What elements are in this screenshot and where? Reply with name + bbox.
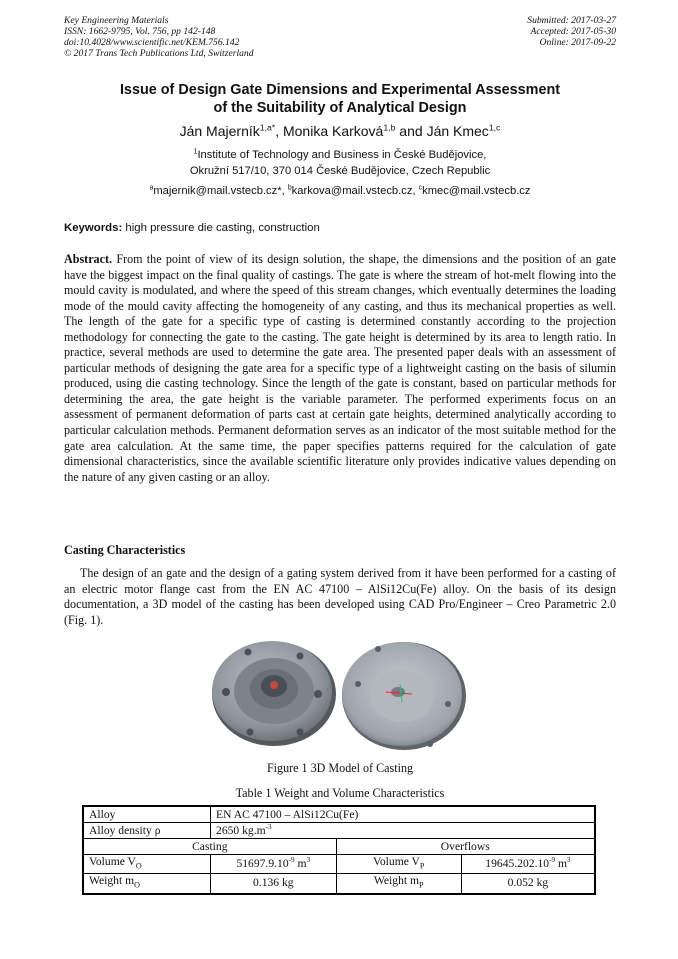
- volume-exponent: -9: [549, 856, 556, 865]
- overflow-volume-label: [336, 855, 461, 874]
- table-row: [83, 806, 595, 823]
- accepted-date: Accepted: 2017-05-30: [530, 26, 616, 37]
- table-row: [83, 874, 595, 894]
- density-exponent: -3: [265, 822, 272, 831]
- weight-subscript: P: [419, 880, 424, 890]
- affiliation: [64, 147, 616, 179]
- alloy-value: EN AC 47100 – AlSi12Cu(Fe): [211, 806, 595, 823]
- volume-label-text: Volume V: [373, 855, 420, 868]
- casting-view-right: [342, 642, 466, 750]
- volume-label-text: Volume V: [89, 855, 136, 868]
- volume-unit-exponent: 3: [566, 856, 571, 865]
- email-address[interactable]: karkova@mail.vstecb.cz,: [291, 185, 419, 197]
- volume-unit-exponent: 3: [306, 856, 311, 865]
- author-separator: ,: [275, 123, 283, 139]
- email-mark: a: [149, 184, 154, 192]
- abstract-label: Abstract.: [64, 252, 113, 266]
- alloy-label: Alloy: [83, 806, 211, 823]
- dates-header: [527, 15, 616, 48]
- affil-mark: 1: [193, 148, 198, 156]
- email-mark: b: [287, 184, 292, 192]
- volume-subscript: O: [135, 861, 142, 871]
- table-row: [83, 839, 595, 855]
- volume-exponent: -9: [288, 856, 295, 865]
- weight-volume-table: [82, 805, 596, 895]
- email-mark: c: [418, 184, 423, 192]
- issn: ISSN: 1662-9795, Vol. 756, pp 142-148: [64, 26, 216, 37]
- casting-3d-model-figure: [208, 634, 470, 752]
- table-row: [83, 855, 595, 874]
- table-caption: Table 1 Weight and Volume Characteristics: [235, 786, 445, 800]
- title-line-1: Issue of Design Gate Dimensions and Experimental Assessment: [119, 82, 561, 98]
- affil-line-1: Institute of Technology and Business in České Budějovice,: [197, 149, 487, 161]
- keywords-label: Keywords:: [64, 222, 123, 234]
- author-name: Ján Majerník: [179, 123, 260, 139]
- doi: doi:10.4028/www.scientific.net/KEM.756.142: [64, 37, 240, 48]
- author-separator: and: [395, 123, 427, 139]
- density-value: [211, 823, 595, 839]
- author-affil-mark: 1,c: [488, 122, 501, 133]
- casting-volume-value: [211, 855, 337, 874]
- section-heading: Casting Characteristics: [64, 543, 186, 557]
- weight-label-text: Weight m: [89, 874, 135, 888]
- volume-subscript: P: [419, 861, 425, 871]
- weight-subscript: O: [134, 880, 140, 890]
- table-row: [83, 823, 595, 839]
- density-number: 2650 kg.m: [216, 823, 266, 837]
- keywords-text: high pressure die casting, construction: [122, 222, 320, 234]
- journal-header: [64, 15, 254, 59]
- figure-caption: Figure 1 3D Model of Casting: [266, 761, 414, 775]
- author-emails: [64, 184, 616, 198]
- casting-view-left: [212, 641, 336, 746]
- author-affil-mark: 1,a*: [259, 122, 276, 133]
- casting-weight-value: 0.136 kg: [211, 874, 337, 894]
- journal-name: Key Engineering Materials: [64, 15, 169, 26]
- online-date: Online: 2017-09-22: [539, 37, 616, 48]
- volume-unit: m: [294, 857, 307, 871]
- abstract-text: From the point of view of its design solution, the shape, the dimensions and the position of an gate have the biggest impact on the final quality of castings. The gate is where the stream of hot-melt flowing into the mould cavity is modulated, and where the speed of this stream changes, which eventually determines the loading mode of the mould cavity affecting the homogeneity of any casting, and thus its mechanical properties as well. The length of the gate for a specific type of casting is determined constantly according to the projection methodology for connecting the gate to the casting. The gate height is determined by its area to length ratio. In practice, several methods are used to determine the gate area. The presented paper deals with an assessment of particular methods of designing the gate area for a specific type of a lightweight casting on the basis of silumin produced, using die casting technology. Since the length of the gate is constant, based on particular methods for determining the area, the gate height is the variable parameter. The performed experiments focus on an assessment of permanent deformation of parts cast at certain gate heights, determined analytically according to particular calculation methods. Permanent deformation serves as an indicator of the most suitable method for the gate area calculation. At the same time, the paper specifies patterns required for the calculation of gate dimensional characteristics, since the available scientific literature only provides indicative values depending on the nature of any given casting or an alloy.: [64, 252, 616, 484]
- copyright: © 2017 Trans Tech Publications Ltd, Switzerland: [64, 48, 254, 59]
- casting-volume-number: 51697.9.10: [236, 857, 289, 871]
- overflow-volume-value: [461, 855, 595, 874]
- author-list: [64, 122, 616, 140]
- email-address[interactable]: kmec@mail.vstecb.cz: [422, 185, 531, 197]
- author-name: Monika Karková: [282, 123, 384, 139]
- keywords: [64, 221, 616, 235]
- casting-volume-label: [83, 855, 211, 874]
- affil-line-2: Okružní 517/10, 370 014 České Budějovice, Czech Republic: [189, 165, 491, 177]
- overflow-weight-label: [336, 874, 461, 894]
- casting-weight-label: [83, 874, 211, 894]
- density-label: Alloy density ρ: [83, 823, 211, 839]
- weight-label-text: Weight m: [373, 874, 420, 888]
- email-address[interactable]: majernik@mail.vstecb.cz*,: [153, 185, 288, 197]
- abstract: [64, 252, 616, 485]
- title-line-2: of the Suitability of Analytical Design: [213, 100, 467, 116]
- casting-header: Casting: [83, 839, 336, 855]
- author-affil-mark: 1,b: [383, 122, 396, 133]
- paper-title: [64, 81, 616, 117]
- overflows-header: Overflows: [336, 839, 595, 855]
- volume-unit: m: [555, 857, 567, 871]
- author-name: Ján Kmec: [426, 123, 489, 139]
- overflow-volume-number: 19645.202.10: [485, 857, 550, 871]
- submitted-date: Submitted: 2017-03-27: [527, 15, 616, 26]
- overflow-weight-value: 0.052 kg: [461, 874, 595, 894]
- section-paragraph: The design of an gate and the design of a gating system derived from it have been performed for a casting of an electric motor flange cast from the EN AC 47100 – AlSi12Cu(Fe) alloy. On the basis of its design documentation, a 3D model of the casting has been developed using CAD Pro/Engineer – Creo Parametric 2.0 (Fig. 1).: [64, 566, 616, 627]
